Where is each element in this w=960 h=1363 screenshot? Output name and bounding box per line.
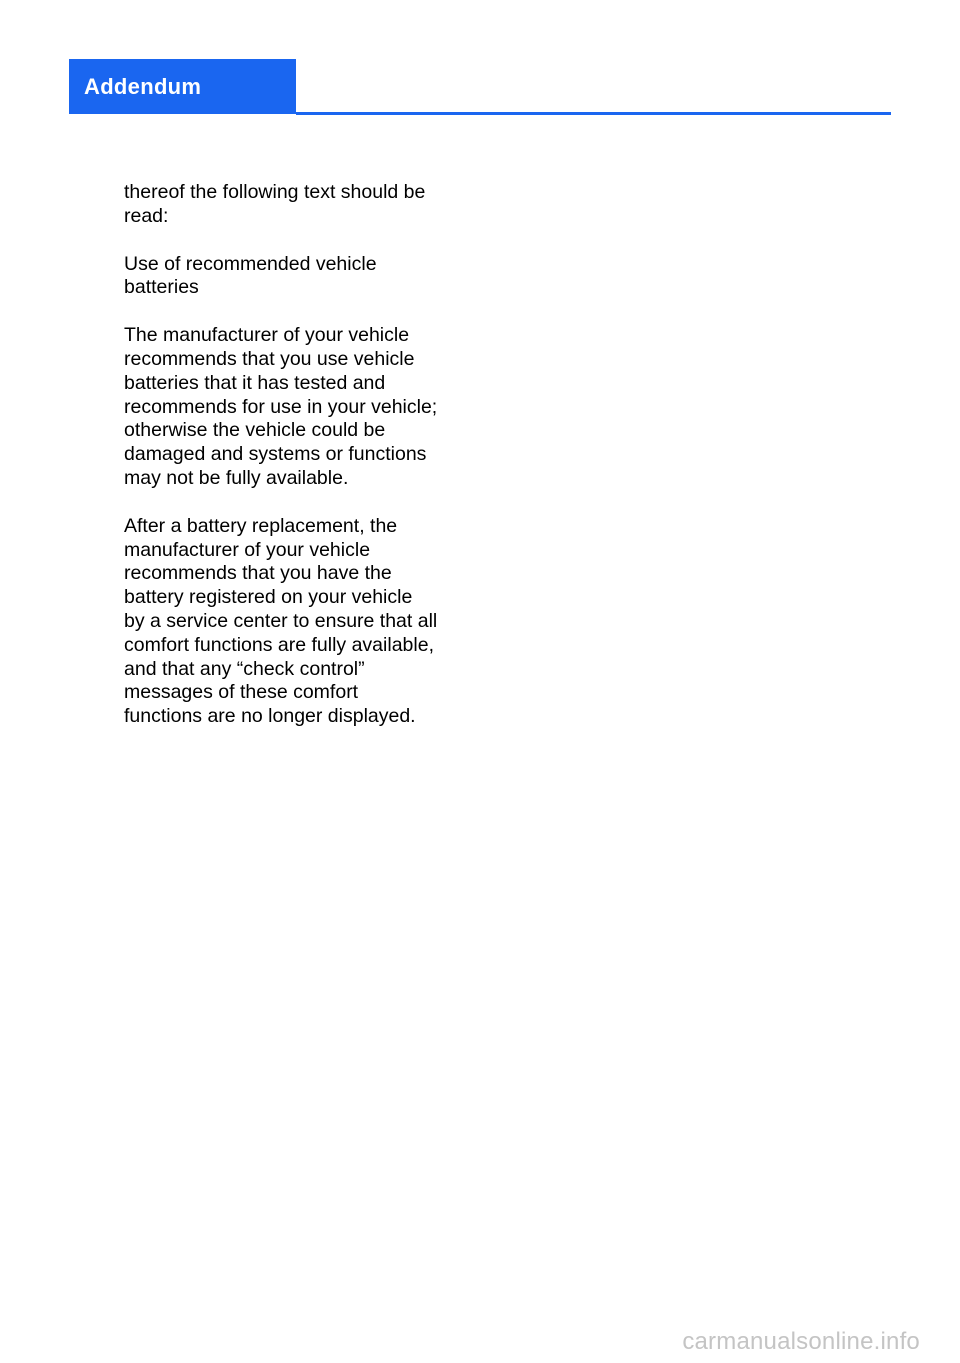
- text-line: recommends that you have the: [124, 562, 392, 585]
- subheading: [124, 253, 474, 301]
- text-line: comfort functions are fully available,: [124, 633, 434, 656]
- text-line: manufacturer of your vehicle: [124, 538, 371, 561]
- text-line: The manufacturer of your vehicle: [124, 324, 410, 347]
- paragraph: [124, 515, 474, 729]
- text-line: and that any “check control”: [124, 657, 365, 680]
- text-line: recommends that you use vehicle: [124, 347, 415, 370]
- text-line: may not be fully available.: [124, 466, 349, 489]
- watermark: carmanualsonline.info: [682, 1328, 920, 1355]
- text-line: batteries that it has tested and: [124, 371, 386, 394]
- text-line: thereof the following text should be: [124, 181, 426, 203]
- text-line: functions are no longer displayed.: [124, 705, 416, 728]
- text-line: messages of these comfort: [124, 681, 359, 704]
- section-header-tab: [69, 59, 296, 114]
- text-line: Use of recommended vehicle: [124, 252, 377, 275]
- text-line: battery registered on your vehicle: [124, 586, 413, 609]
- text-line: read:: [124, 204, 169, 227]
- text-line: recommends for use in your vehicle;: [124, 395, 438, 418]
- paragraph: [124, 181, 474, 229]
- text-line: otherwise the vehicle could be: [124, 419, 386, 442]
- text-line: After a battery replacement, the: [124, 514, 398, 537]
- section-title: Addendum: [84, 73, 202, 99]
- text-line: batteries: [124, 276, 199, 299]
- paragraph: [124, 324, 474, 491]
- text-line: by a service center to ensure that all: [124, 609, 438, 632]
- body-text: [124, 181, 474, 753]
- header-rule: [296, 112, 891, 115]
- text-line: damaged and systems or functions: [124, 443, 427, 466]
